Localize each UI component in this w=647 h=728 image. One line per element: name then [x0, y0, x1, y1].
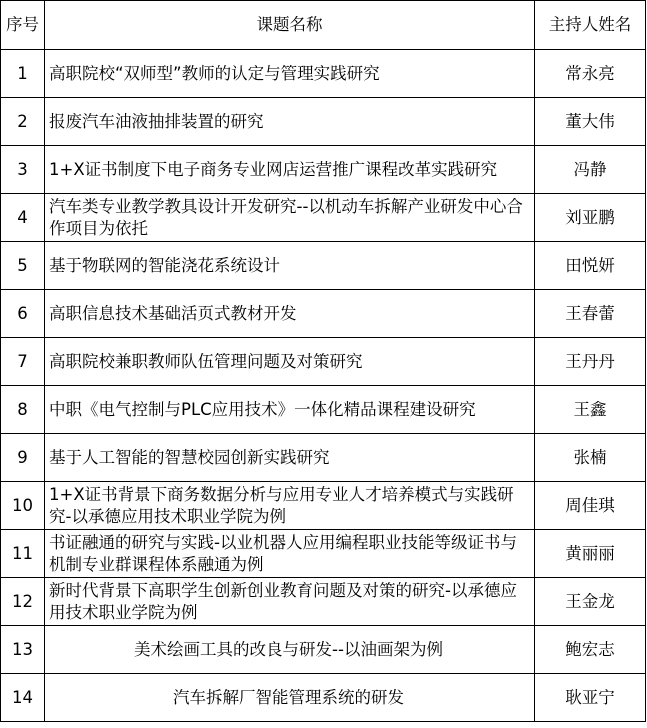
- row-host: 王金龙: [535, 578, 646, 626]
- row-host: 王春蕾: [535, 290, 646, 338]
- row-no: 7: [1, 338, 45, 386]
- row-no: 4: [1, 194, 45, 242]
- header-host: 主持人姓名: [535, 1, 646, 50]
- row-host: 刘亚鹏: [535, 194, 646, 242]
- table-row: [1, 530, 646, 578]
- table-row: [1, 98, 646, 146]
- table-row: [1, 434, 646, 482]
- row-title: 报废汽车油液抽排装置的研究: [45, 98, 535, 146]
- row-host: 常永亮: [535, 50, 646, 98]
- row-no: 13: [1, 626, 45, 674]
- row-host: 田悦妍: [535, 242, 646, 290]
- row-title: 新时代背景下高职学生创新创业教育问题及对策的研究-以承德应用技术职业学院为例: [45, 578, 535, 626]
- table-row: [1, 386, 646, 434]
- row-host: 董大伟: [535, 98, 646, 146]
- table-row: [1, 242, 646, 290]
- table-header-row: [1, 1, 646, 50]
- row-no: 8: [1, 386, 45, 434]
- row-no: 9: [1, 434, 45, 482]
- table-row: [1, 482, 646, 530]
- row-title: 汽车拆解厂智能管理系统的研发: [45, 674, 535, 722]
- table-row: [1, 194, 646, 242]
- table-row: [1, 50, 646, 98]
- table-row: [1, 578, 646, 626]
- table-row: [1, 626, 646, 674]
- row-no: 12: [1, 578, 45, 626]
- row-no: 2: [1, 98, 45, 146]
- table-row: [1, 338, 646, 386]
- header-no: 序号: [1, 1, 45, 50]
- row-no: 3: [1, 146, 45, 194]
- row-no: 5: [1, 242, 45, 290]
- row-title: 基于物联网的智能浇花系统设计: [45, 242, 535, 290]
- row-host: 王鑫: [535, 386, 646, 434]
- row-host: 鲍宏志: [535, 626, 646, 674]
- row-host: 张楠: [535, 434, 646, 482]
- row-host: 黄丽丽: [535, 530, 646, 578]
- row-no: 6: [1, 290, 45, 338]
- row-host: 冯静: [535, 146, 646, 194]
- row-no: 14: [1, 674, 45, 722]
- table-row: [1, 146, 646, 194]
- row-host: 周佳琪: [535, 482, 646, 530]
- row-title: 美术绘画工具的改良与研发--以油画架为例: [45, 626, 535, 674]
- row-no: 10: [1, 482, 45, 530]
- row-title: 高职院校“双师型”教师的认定与管理实践研究: [45, 50, 535, 98]
- row-title: 高职院校兼职教师队伍管理问题及对策研究: [45, 338, 535, 386]
- table-row: [1, 290, 646, 338]
- row-title: 高职信息技术基础活页式教材开发: [45, 290, 535, 338]
- row-host: 耿亚宁: [535, 674, 646, 722]
- row-title: 1+X证书背景下商务数据分析与应用专业人才培养模式与实践研究-以承德应用技术职业学院为例: [45, 482, 535, 530]
- row-title: 中职《电气控制与PLC应用技术》一体化精品课程建设研究: [45, 386, 535, 434]
- table-row: [1, 674, 646, 722]
- row-no: 11: [1, 530, 45, 578]
- row-no: 1: [1, 50, 45, 98]
- row-title: 1+X证书制度下电子商务专业网店运营推广课程改革实践研究: [45, 146, 535, 194]
- row-title: 汽车类专业教学教具设计开发研究--以机动车拆解产业研发中心合作项目为依托: [45, 194, 535, 242]
- row-title: 书证融通的研究与实践-以业机器人应用编程职业技能等级证书与机制专业群课程体系融通为例: [45, 530, 535, 578]
- row-host: 王丹丹: [535, 338, 646, 386]
- row-title: 基于人工智能的智慧校园创新实践研究: [45, 434, 535, 482]
- header-title: 课题名称: [45, 1, 535, 50]
